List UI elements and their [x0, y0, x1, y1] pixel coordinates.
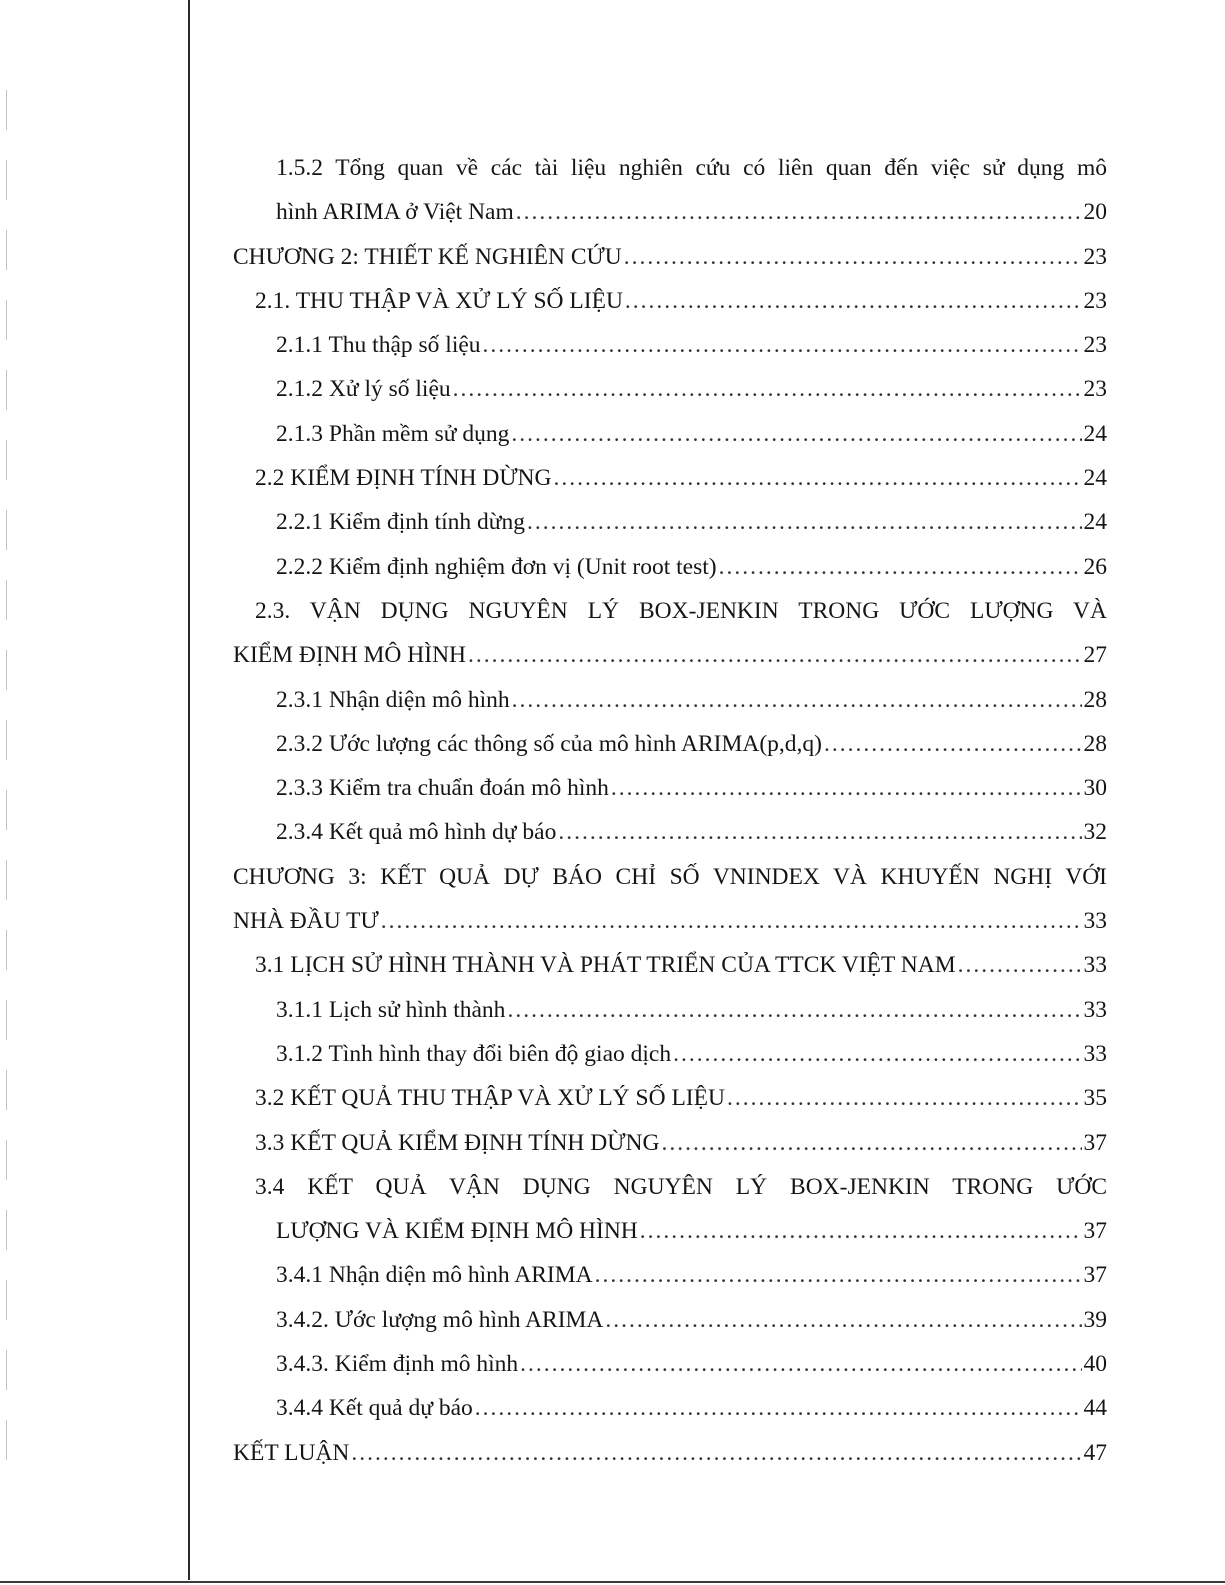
toc-page-number: 27: [1083, 642, 1107, 669]
toc-dot-leader: [475, 1386, 1082, 1430]
toc-entry[interactable]: [233, 190, 1107, 234]
toc-page-number: 33: [1083, 996, 1107, 1023]
toc-entry-title: 3.1.2 Tình hình thay đổi biên độ giao dịch: [276, 1040, 672, 1067]
toc-entry-title: 3.4.3. Kiểm định mô hình: [276, 1351, 519, 1378]
toc-entry[interactable]: [233, 1121, 1107, 1165]
toc-dot-leader: [624, 235, 1082, 279]
toc-entry-title: 3.1.1 Lịch sử hình thành: [276, 996, 506, 1023]
toc-entry[interactable]: [233, 323, 1107, 367]
toc-entry-title: 2.1.2 Xử lý số liệu: [276, 376, 451, 403]
toc-dot-leader: [468, 633, 1081, 677]
toc-page-number: 37: [1083, 1262, 1107, 1289]
toc-dot-leader: [516, 190, 1082, 234]
toc-page-number: 37: [1083, 1129, 1107, 1156]
toc-entry[interactable]: [233, 1342, 1107, 1386]
toc-page-number: 33: [1083, 908, 1107, 935]
toc-page-number: 20: [1083, 199, 1107, 226]
toc-entry[interactable]: [233, 1253, 1107, 1297]
toc-dot-leader: [483, 323, 1082, 367]
toc-entry[interactable]: [233, 545, 1107, 589]
toc-entry-title: 2.1.3 Phần mềm sử dụng: [276, 420, 510, 447]
toc-entry-title: 2.2 KIỂM ĐỊNH TÍNH DỪNG: [255, 465, 552, 492]
toc-entry-title: 3.4.2. Ước lượng mô hình ARIMA: [276, 1306, 604, 1333]
toc-entry-title: 2.1.1 Thu thập số liệu: [276, 332, 481, 359]
scan-bottom-line: [0, 1581, 1225, 1583]
toc-page-number: 28: [1083, 686, 1107, 713]
toc-dot-leader: [520, 1342, 1081, 1386]
toc-page-number: 47: [1083, 1439, 1107, 1466]
toc-entry-title: hình ARIMA ở Việt Nam: [276, 199, 514, 226]
table-of-contents: [233, 146, 1107, 1475]
toc-entry[interactable]: [233, 1298, 1107, 1342]
toc-entry-line: 3.4 KẾT QUẢ VẬN DỤNG NGUYÊN LÝ BOX-JENKIN TRONG ƯỚC: [255, 1173, 1107, 1200]
toc-entry[interactable]: [233, 943, 1107, 987]
toc-page-number: 33: [1083, 1040, 1107, 1067]
toc-page-number: 32: [1083, 819, 1107, 846]
toc-entry-title: 2.3.3 Kiểm tra chuẩn đoán mô hình: [276, 775, 609, 802]
toc-entry[interactable]: [233, 500, 1107, 544]
toc-entry-title: 3.3 KẾT QUẢ KIỂM ĐỊNH TÍNH DỪNG: [255, 1129, 660, 1156]
toc-entry-title: 3.1 LỊCH SỬ HÌNH THÀNH VÀ PHÁT TRIỂN CỦA TTCK VIỆT NAM: [255, 952, 956, 979]
toc-dot-leader: [958, 943, 1082, 987]
toc-entry[interactable]: [233, 367, 1107, 411]
toc-entry[interactable]: [233, 235, 1107, 279]
toc-dot-leader: [381, 899, 1082, 943]
toc-dot-leader: [824, 722, 1082, 766]
toc-dot-leader: [625, 279, 1082, 323]
toc-dot-leader: [605, 1298, 1081, 1342]
toc-entry[interactable]: [233, 1209, 1107, 1253]
toc-entry[interactable]: [233, 279, 1107, 323]
toc-entry-line: 1.5.2 Tổng quan về các tài liệu nghiên cứu có liên quan đến việc sử dụng mô: [276, 155, 1107, 181]
scan-margin-line: [188, 0, 190, 1580]
toc-entry-title: 3.4.1 Nhận diện mô hình ARIMA: [276, 1262, 593, 1289]
toc-entry-title: 2.2.2 Kiểm định nghiệm đơn vị (Unit root test): [276, 553, 717, 580]
toc-entry-title: 3.2 KẾT QUẢ THU THẬP VÀ XỬ LÝ SỐ LIỆU: [255, 1085, 725, 1112]
toc-dot-leader: [719, 545, 1082, 589]
toc-entry-title: 2.2.1 Kiểm định tính dừng: [276, 509, 526, 536]
toc-entry-line: CHƯƠNG 3: KẾT QUẢ DỰ BÁO CHỈ SỐ VNINDEX VÀ KHUYẾN NGHỊ VỚI: [233, 863, 1107, 890]
toc-page-number: 37: [1083, 1218, 1107, 1245]
toc-entry[interactable]: [233, 412, 1107, 456]
toc-page-number: 35: [1083, 1085, 1107, 1112]
toc-entry[interactable]: [233, 899, 1107, 943]
toc-page-number: 24: [1083, 465, 1107, 492]
toc-entry[interactable]: [233, 1032, 1107, 1076]
toc-entry[interactable]: [233, 678, 1107, 722]
scan-artifact-left: [6, 90, 7, 1490]
toc-entry-title: KẾT LUẬN: [233, 1439, 350, 1466]
toc-entry-title: 2.1. THU THẬP VÀ XỬ LÝ SỐ LIỆU: [255, 287, 623, 314]
toc-entry-line: 2.3. VẬN DỤNG NGUYÊN LÝ BOX-JENKIN TRONG ƯỚC LƯỢNG VÀ: [255, 597, 1107, 624]
toc-dot-leader: [507, 988, 1081, 1032]
toc-page-number: 44: [1083, 1395, 1107, 1422]
toc-entry[interactable]: [233, 1431, 1107, 1475]
toc-dot-leader: [611, 766, 1082, 810]
toc-page-number: 24: [1083, 509, 1107, 536]
toc-page-number: 23: [1083, 243, 1107, 270]
toc-page-number: 39: [1083, 1306, 1107, 1333]
toc-dot-leader: [351, 1431, 1081, 1475]
toc-entry[interactable]: [233, 1386, 1107, 1430]
toc-entry[interactable]: [233, 456, 1107, 500]
toc-page-number: 40: [1083, 1351, 1107, 1378]
toc-page-number: 26: [1083, 553, 1107, 580]
toc-entry[interactable]: [233, 810, 1107, 854]
toc-dot-leader: [661, 1121, 1081, 1165]
toc-entry-title: 3.4.4 Kết quả dự báo: [276, 1395, 473, 1422]
toc-page-number: 23: [1083, 332, 1107, 359]
toc-dot-leader: [673, 1032, 1081, 1076]
toc-dot-leader: [527, 500, 1081, 544]
toc-dot-leader: [727, 1076, 1082, 1120]
toc-dot-leader: [595, 1253, 1082, 1297]
toc-entry[interactable]: [233, 766, 1107, 810]
toc-dot-leader: [558, 810, 1081, 854]
toc-entry-title: NHÀ ĐẦU TƯ: [233, 908, 379, 935]
toc-dot-leader: [512, 678, 1082, 722]
toc-page-number: 33: [1083, 952, 1107, 979]
toc-page-number: 23: [1083, 287, 1107, 314]
toc-entry-title: CHƯƠNG 2: THIẾT KẾ NGHIÊN CỨU: [233, 243, 622, 270]
toc-dot-leader: [511, 412, 1081, 456]
toc-entry[interactable]: [233, 988, 1107, 1032]
toc-page-number: 23: [1083, 376, 1107, 403]
toc-entry-title: KIỂM ĐỊNH MÔ HÌNH: [233, 642, 467, 669]
toc-dot-leader: [554, 456, 1082, 500]
toc-entry[interactable]: [233, 722, 1107, 766]
toc-entry-title: 2.3.2 Ước lượng các thông số của mô hình ARIMA(p,d,q): [276, 730, 822, 757]
toc-dot-leader: [640, 1209, 1082, 1253]
toc-entry-title: 2.3.1 Nhận diện mô hình: [276, 686, 510, 713]
toc-entry[interactable]: [233, 1076, 1107, 1120]
toc-entry[interactable]: [233, 633, 1107, 677]
toc-entry-title: LƯỢNG VÀ KIỂM ĐỊNH MÔ HÌNH: [276, 1218, 638, 1245]
toc-page-number: 28: [1083, 730, 1107, 757]
toc-page-number: 30: [1083, 775, 1107, 802]
toc-page-number: 24: [1083, 420, 1107, 447]
toc-entry-title: 2.3.4 Kết quả mô hình dự báo: [276, 819, 557, 846]
toc-dot-leader: [453, 367, 1082, 411]
